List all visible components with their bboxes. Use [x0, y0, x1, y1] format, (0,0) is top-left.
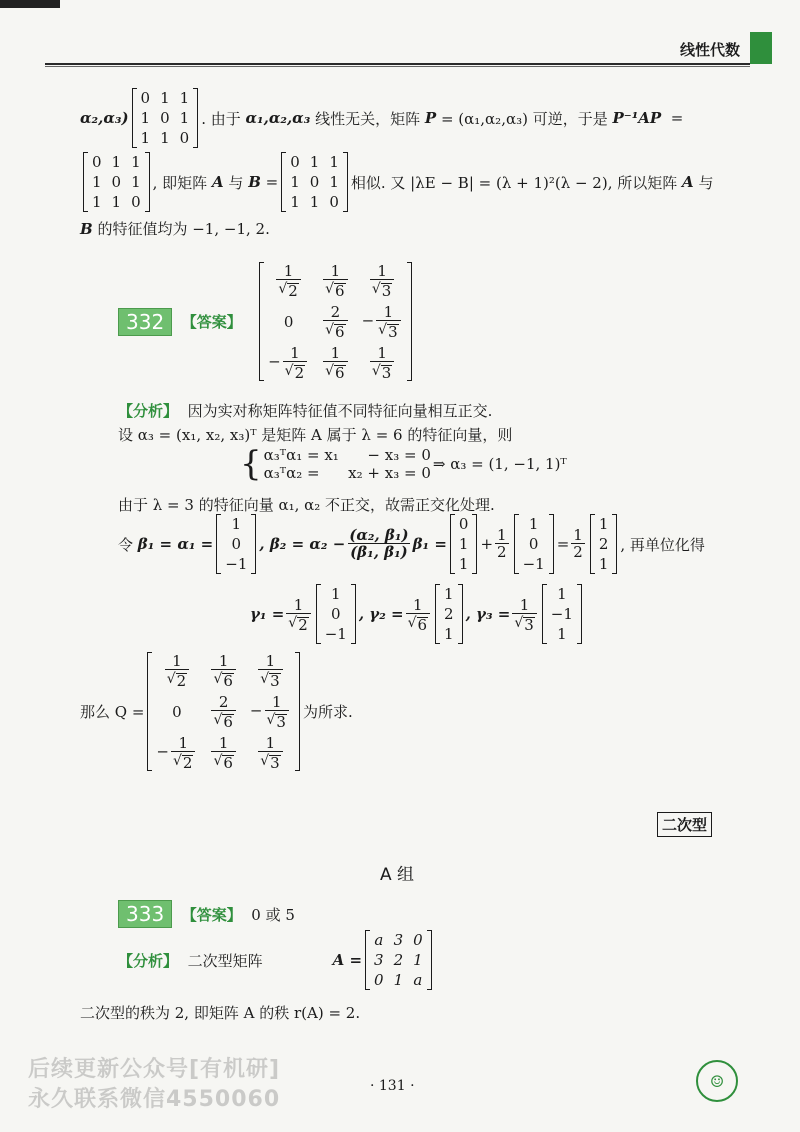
q332-system: { α₃ᵀα₁ = x₁ − x₃ = 0 α₃ᵀα₂ = x₂ + x₃ = 0 ⇒ α₃ = (1, −1, 1)ᵀ — [240, 444, 567, 484]
header-rule-thin — [45, 66, 750, 67]
q332-beta-line: 令 β₁ = α₁ = 1 0 −1 , β₂ = α₂ − $\frac{\text{(α₂, β₁)}}{\text{(β₁, β₁)}}$ β₁ = 0 1 1 + $\frac{1}{2}$ 1 0 −1 = $\frac{1}{2}$ 1 2 1 , 再单位化得 — [118, 515, 705, 573]
page-number: · 131 · — [370, 1078, 415, 1094]
q333-answer-label: 【答案】 — [181, 905, 242, 924]
q332-number: 332 — [118, 308, 172, 336]
watermark-line2: 永久联系微信4550060 — [28, 1087, 281, 1112]
header-rule — [45, 63, 750, 65]
matrix-plain: 0 1 1 1 0 1 1 1 0 — [132, 88, 199, 148]
matrix-A: a 3 0 3 2 1 0 1 a — [365, 930, 432, 990]
q333-answer — [118, 900, 295, 928]
q333-number: 333 — [118, 900, 172, 928]
scan-corner-mark — [0, 0, 60, 8]
p1-line3: B 的特征值均为 −1, −1, 2. — [80, 219, 270, 238]
q333-analysis-label: 【分析】 — [118, 951, 179, 970]
matrix-Q: 1 √ 2 1 √ 6 1 √ 3 0 2 √ 6 − 1 √ 3 − 1 √ 2 1 √ 6 1 √ 3 — [147, 652, 300, 771]
group-title: A 组 — [380, 865, 415, 885]
q332-Q-line: 那么 Q = 1 √ 2 1 √ 6 1 √ 3 0 2 √ 6 − 1 √ 3 − 1 √ 2 1 √ 6 1 √ 3 为所求. — [80, 652, 353, 772]
q333-analysis: 【分析】 二次型矩阵 A = a 3 0 3 2 1 0 1 a — [118, 930, 435, 990]
p1-line2: 0 1 1 1 0 1 1 1 0 , 即矩阵 A 与 B = 0 1 1 1 0 1 1 1 0 相似. 又 |λE − B| = (λ + 1)²(λ − 2), 所以矩阵 A 与 — [80, 152, 713, 212]
text-alpha23: α₂,α₃) — [80, 109, 129, 127]
matrix-Q-answer: 1 √ 2 1 √ 6 1 √ 3 0 2 √ 6 − 1 √ 3 − 1 √ 2 1 √ 6 1 √ 3 — [259, 262, 412, 381]
header-green-tab — [750, 32, 772, 64]
smiley-logo-icon: ☺ — [696, 1060, 738, 1102]
q332-answer-label: 【答案】 — [181, 313, 242, 331]
q332-answer — [118, 262, 415, 381]
q332-gamma-line: γ₁ = 1 √ 2 1 0 −1 , γ₂ = 1 √ 6 1 2 1 , γ₃ = 1 √ 3 1 −1 1 — [250, 584, 585, 644]
watermark-line1: 后续更新公众号[有机研] — [28, 1057, 281, 1082]
p1-line1: α₂,α₃) 0 1 1 1 0 1 1 1 0 . 由于 α₁,α₂,α₃ 线性无关，矩阵 P = (α₁,α₂,α₃) 可逆，于是 P⁻¹AP = — [80, 89, 684, 147]
q332-analysis-label: 【分析】 — [118, 402, 179, 420]
matrix-plain-3: 0 1 1 1 0 1 1 1 0 — [281, 152, 348, 212]
q332-analysis: 【分析】 因为实对称矩阵特征值不同特征向量相互正交. — [118, 402, 493, 420]
matrix-plain-2: 0 1 1 1 0 1 1 1 0 — [83, 152, 150, 212]
q333-answer-value: 0 或 5 — [251, 905, 295, 924]
header-title: 线性代数 — [679, 41, 740, 59]
q333-rank: 二次型的秩为 2, 即矩阵 A 的秩 r(A) = 2. — [80, 1004, 361, 1022]
q332-orth: 由于 λ = 3 的特征向量 α₁, α₂ 不正交，故需正交化处理. — [118, 496, 495, 514]
section-box-quadratic-form: 二次型 — [657, 812, 712, 837]
q332-let: 设 α₃ = (x₁, x₂, x₃)ᵀ 是矩阵 A 属于 λ = 6 的特征向量，则 — [118, 426, 513, 444]
